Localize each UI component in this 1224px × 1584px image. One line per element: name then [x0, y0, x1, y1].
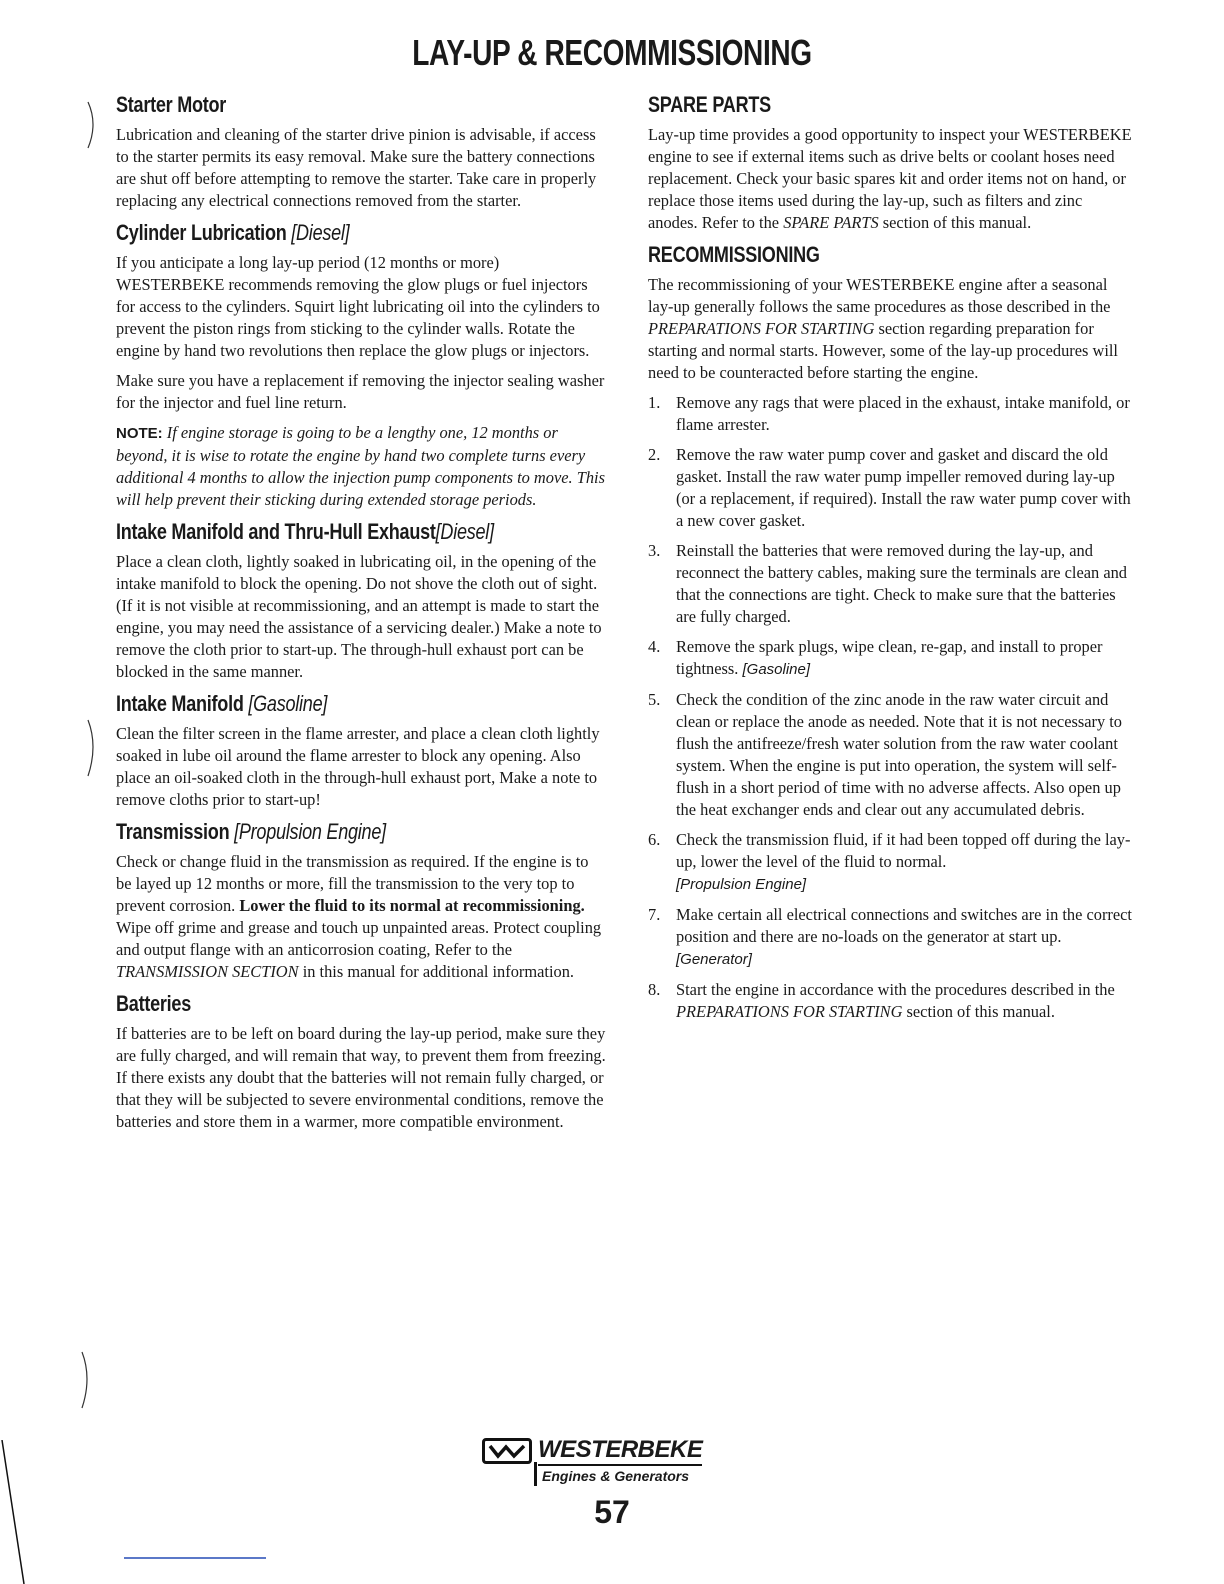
heading-recommissioning: RECOMMISSIONING — [648, 242, 820, 267]
section-intake-gasoline — [116, 691, 606, 811]
page-number: 57 — [594, 1494, 630, 1530]
step-qualifier: [Generator] — [676, 951, 752, 968]
paragraph-recommissioning-intro — [648, 274, 1132, 384]
step-text: Make certain all electrical connections and switches are in the correct position and there are no-loads on the generator at start up. — [676, 905, 1132, 946]
step-text: Remove the spark plugs, wipe clean, re-gap, and install to proper tightness. — [676, 637, 1103, 678]
heading-spare-parts: SPARE PARTS — [648, 92, 771, 117]
paragraph-spare-parts — [648, 124, 1132, 234]
step-text-italic: PREPARATIONS FOR STARTING — [676, 1002, 903, 1021]
section-starter-motor — [116, 92, 606, 212]
text-run-bold: Lower the fluid to its normal at recommissioning. — [239, 896, 585, 915]
step-text: Check the transmission fluid, if it had been topped off during the lay-up, lower the level of the fluid to normal. — [676, 830, 1131, 871]
step-text: Reinstall the batteries that were removed during the lay-up, and reconnect the battery cables, making sure the terminals are clean and that the connections are tight. Check to make sure that the batteries are fully charged. — [676, 541, 1127, 626]
heading-text: Intake Manifold — [116, 691, 244, 716]
step-number: 3. — [648, 541, 661, 560]
heading-cylinder-lubrication — [116, 220, 518, 246]
heading-transmission — [116, 819, 518, 845]
text-run: The recommissioning of your WESTERBEKE engine after a seasonal lay-up generally follows the same procedures as those described in the — [648, 275, 1111, 316]
left-column — [116, 92, 606, 1141]
section-intake-diesel — [116, 519, 606, 683]
list-item — [648, 689, 1132, 821]
step-number: 7. — [648, 905, 661, 924]
text-run: Lay-up time provides a good opportunity to inspect your WESTERBEKE engine to see if external items such as drive belts or coolant hoses need replacement. Check your basic spares kit and order items not on hand, or replace those items used during the lay-up, such as filters and zinc anodes. Refer to the — [648, 125, 1132, 232]
step-number: 2. — [648, 445, 661, 464]
logo-brand: WESTERBEKE — [538, 1436, 702, 1466]
scan-bracket-mark-icon — [78, 1350, 98, 1410]
scan-edge-line-icon — [0, 1440, 30, 1584]
step-qualifier: [Gasoline] — [742, 661, 811, 678]
note-text: If engine storage is going to be a lengthy one, 12 months or beyond, it is wise to rotate the engine by hand two complete turns every additional 4 months to allow the injection pump components to move. This will help prevent their sticking during extended storage periods. — [116, 423, 605, 509]
heading-text: Cylinder Lubrication — [116, 220, 287, 245]
section-recommissioning — [648, 242, 1132, 1023]
paragraph-intake-gasoline: Clean the filter screen in the flame arrester, and place a clean cloth lightly soaked in lube oil around the flame arrester to block any opening. Also place an oil-soaked cloth in the through-hull exhaust port, Make a note to remove cloths prior to start-up! — [116, 724, 600, 809]
paragraph-cylinder-1: If you anticipate a long lay-up period (12 months or more) WESTERBEKE recommends removing the glow plugs or fuel injectors for access to the cylinders. Squirt light lubricating oil into the cylinders to prevent the piston rings from sticking to the cylinder walls. Rotate the engine by hand two revolutions then replace the glow plugs or injectors. — [116, 253, 600, 360]
page-title: LAY-UP & RECOMMISSIONING — [412, 32, 812, 73]
paragraph-intake-diesel: Place a clean cloth, lightly soaked in lubricating oil, in the opening of the intake manifold to block the opening. Do not shove the cloth out of sight. (If it is not visible at recommissioning, and an attempt is made to start the engine, you may need the assistance of a servicing dealer.) Make a note to remove the cloth prior to start-up. The through-hull exhaust port can be blocked in the same manner. — [116, 552, 602, 681]
paragraph-transmission — [116, 851, 606, 983]
paragraph-cylinder-2: Make sure you have a replacement if removing the injector sealing washer for the injector and fuel line return. — [116, 371, 605, 412]
scan-bracket-mark-icon — [84, 100, 104, 150]
logo-bar — [534, 1462, 537, 1486]
right-column — [648, 92, 1132, 1031]
list-item — [648, 904, 1132, 971]
step-number: 5. — [648, 690, 661, 709]
paragraph-starter-motor: Lubrication and cleaning of the starter drive pinion is advisable, if access to the starter permits its easy removal. Make sure the battery connections are shut off before attempting to remove the starter. Take care in properly replacing any electrical connections removed from the starter. — [116, 125, 597, 210]
heading-intake-gasoline — [116, 691, 518, 717]
paragraph-batteries: If batteries are to be left on board during the lay-up period, make sure they are fully charged, and will remain that way, to prevent them from freezing. If there exists any doubt that the batteries will not remain fully charged, or that they will be subjected to severe environmental conditions, remove the batteries and store them in a warmer, more compatible environment. — [116, 1024, 606, 1131]
step-text: Remove any rags that were placed in the exhaust, intake manifold, or flame arrester. — [676, 393, 1130, 434]
step-number: 1. — [648, 393, 661, 412]
note-cylinder — [116, 422, 606, 511]
section-transmission — [116, 819, 606, 983]
scan-bracket-mark-icon — [84, 718, 104, 778]
list-item — [648, 540, 1132, 628]
text-run-italic: PREPARATIONS FOR STARTING — [648, 319, 875, 338]
recommissioning-steps — [648, 392, 1132, 1023]
note-label: NOTE: — [116, 425, 163, 442]
step-number: 4. — [648, 637, 661, 656]
text-run: section of this manual. — [882, 213, 1032, 232]
list-item — [648, 392, 1132, 436]
heading-batteries: Batteries — [116, 991, 192, 1016]
w-mark-icon — [488, 1443, 526, 1459]
section-batteries — [116, 991, 606, 1133]
list-item — [648, 979, 1132, 1023]
section-cylinder-lubrication — [116, 220, 606, 511]
w-logo-icon — [482, 1438, 532, 1464]
heading-qualifier: [Propulsion Engine] — [234, 819, 386, 844]
text-run-italic: SPARE PARTS — [783, 213, 879, 232]
text-run-italic: TRANSMISSION SECTION — [116, 962, 299, 981]
heading-intake-diesel — [116, 519, 518, 545]
heading-qualifier: [Diesel] — [435, 519, 494, 544]
heading-text: Intake Manifold and Thru-Hull Exhaust — [116, 519, 436, 544]
heading-qualifier: [Diesel] — [291, 220, 350, 245]
step-number: 8. — [648, 980, 661, 999]
step-qualifier: [Propulsion Engine] — [676, 876, 807, 893]
text-run: Wipe off grime and grease and touch up unpainted areas. Protect coupling and output flange with an anticorrosion coating, Refer to the — [116, 918, 602, 959]
text-run: in this manual for additional information. — [302, 962, 574, 981]
step-text: section of this manual. — [906, 1002, 1055, 1021]
text-run: Check or change fluid in the transmission as required. If the engine is to be layed up 12 months or more, fill the transmission to the very top to prevent corrosion. — [116, 852, 589, 915]
text-run: section regarding preparation for starting and normal starts. However, some of the lay-up procedures will need to be counteracted before starting the engine. — [648, 319, 1118, 382]
step-number: 6. — [648, 830, 661, 849]
section-spare-parts — [648, 92, 1132, 234]
step-text: Check the condition of the zinc anode in the raw water circuit and clean or replace the anode as needed. Note that it is not necessary to flush the antifreeze/fresh water solution from the raw water coolant system. When the engine is put into operation, the system will self-flush in a short period of time with no adverse affects. Also open up the heat exchanger ends and clear out any accumulated debris. — [676, 690, 1123, 819]
list-item — [648, 444, 1132, 532]
list-item — [648, 636, 1132, 681]
step-text: Remove the raw water pump cover and gasket and discard the old gasket. Install the raw water pump impeller removed during lay-up (or a replacement, if required). Install the raw water pump cover with a new cover gasket. — [676, 445, 1131, 530]
heading-starter-motor: Starter Motor — [116, 92, 227, 117]
westerbeke-logo — [482, 1438, 742, 1492]
list-item — [648, 829, 1132, 896]
heading-qualifier: [Gasoline] — [248, 691, 328, 716]
bottom-rule — [124, 1557, 266, 1559]
logo-tagline: Engines & Generators — [542, 1468, 690, 1484]
step-text: Start the engine in accordance with the procedures described in the — [676, 980, 1115, 999]
heading-text: Transmission — [116, 819, 230, 844]
